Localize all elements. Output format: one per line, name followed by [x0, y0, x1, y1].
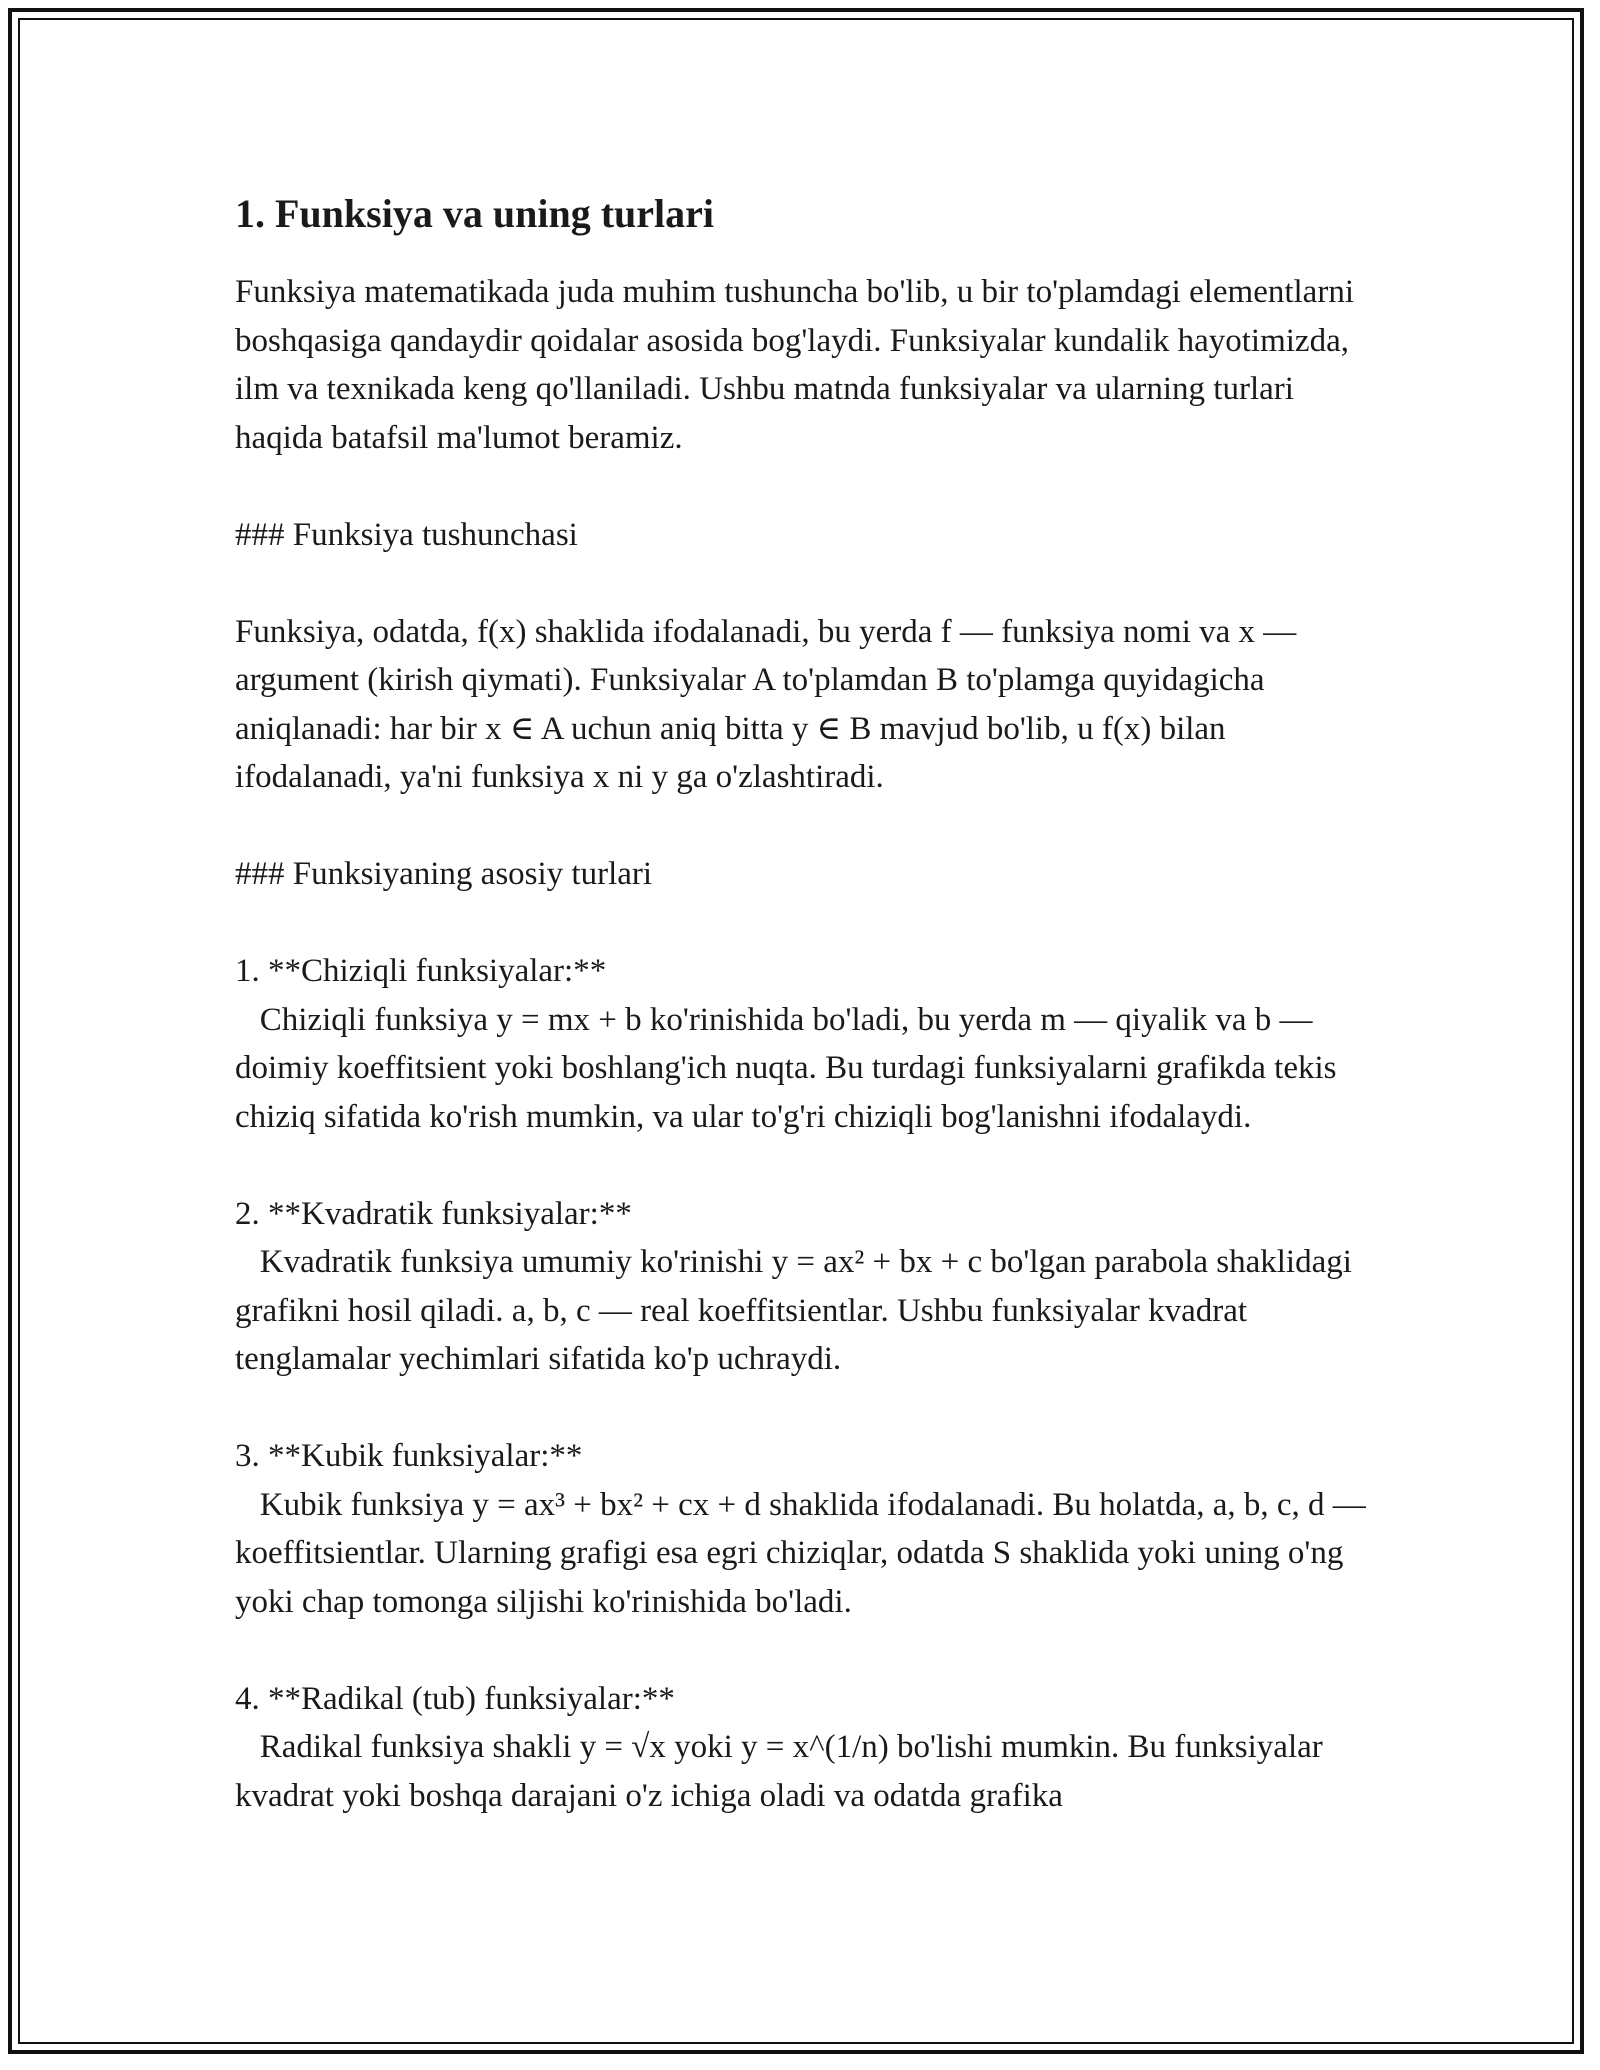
section-paragraph-funksiya-tushunchasi: Funksiya, odatda, f(x) shaklida ifodalanadi, bu yerda f — funksiya nomi va x — argument (kirish qiymati). Funksiyalar A to'plamdan B to'plamga quyidagicha aniqlanadi: har bir x ∈ A uchun aniq bitta y ∈ B mavjud bo'lib, u f(x) bilan ifodalanadi, ya'ni funksiya x ni y ga o'zlashtiradi.	[235, 613, 1305, 795]
intro-paragraph: Funksiya matematikada juda muhim tushuncha bo'lib, u bir to'plamdagi elementlarni boshqasiga qandaydir qoidalar asosida bog'laydi. Funksiyalar kundalik hayotimizda, ilm va texnikada keng qo'llaniladi. Ushbu matnda funksiyalar va ularning turlari haqida batafsil ma'lumot beramiz.	[235, 274, 1363, 456]
list-item-text: Radikal funksiya shakli y = √x yoki y = x^(1/n) bo'lishi mumkin. Bu funksiyalar kvadrat yoki boshqa darajani o'z ichiga oladi va odatda grafika	[235, 1729, 1332, 1814]
list-item-heading: 2. **Kvadratik funksiyalar:**	[235, 1195, 632, 1232]
section-heading-funksiya-tushunchasi: ### Funksiya tushunchasi	[235, 516, 578, 553]
list-item-heading: 3. **Kubik funksiyalar:**	[235, 1438, 583, 1474]
list-item-text: Chiziqli funksiya y = mx + b ko'rinishida bo'ladi, bu yerda m — qiyalik va b — doimiy koeffitsient yoki boshlang'ich nuqta. Bu turdagi funksiyalarni grafikda tekis chiziq sifatida ko'rish mumkin, va ular to'g'ri chiziqli bog'lanishni ifodalaydi.	[235, 1001, 1345, 1135]
list-item-text: Kvadratik funksiya umumiy ko'rinishi y = ax² + bx + c bo'lgan parabola shaklidagi grafikni hosil qiladi. a, b, c — real koeffitsientlar. Ushbu funksiyalar kvadrat tenglamalar yechimlari sifatida ko'p uchraydi.	[235, 1244, 1361, 1377]
document-title: 1. Funksiya va uning turlari	[235, 191, 715, 236]
list-item-heading: 1. **Chiziqli funksiyalar:**	[235, 953, 607, 989]
document-body	[235, 186, 1375, 1820]
list-item-text: Kubik funksiya y = ax³ + bx² + cx + d shaklida ifodalanadi. Bu holatda, a, b, c, d — koeffitsientlar. Ularning grafigi esa egri chiziqlar, odatda S shaklida yoki uning o'ng yoki chap tomonga siljishi ko'rinishida bo'ladi.	[235, 1486, 1375, 1620]
section-heading-asosiy-turlari: ### Funksiyaning asosiy turlari	[235, 856, 653, 892]
list-item-heading: 4. **Radikal (tub) funksiyalar:**	[235, 1680, 675, 1717]
